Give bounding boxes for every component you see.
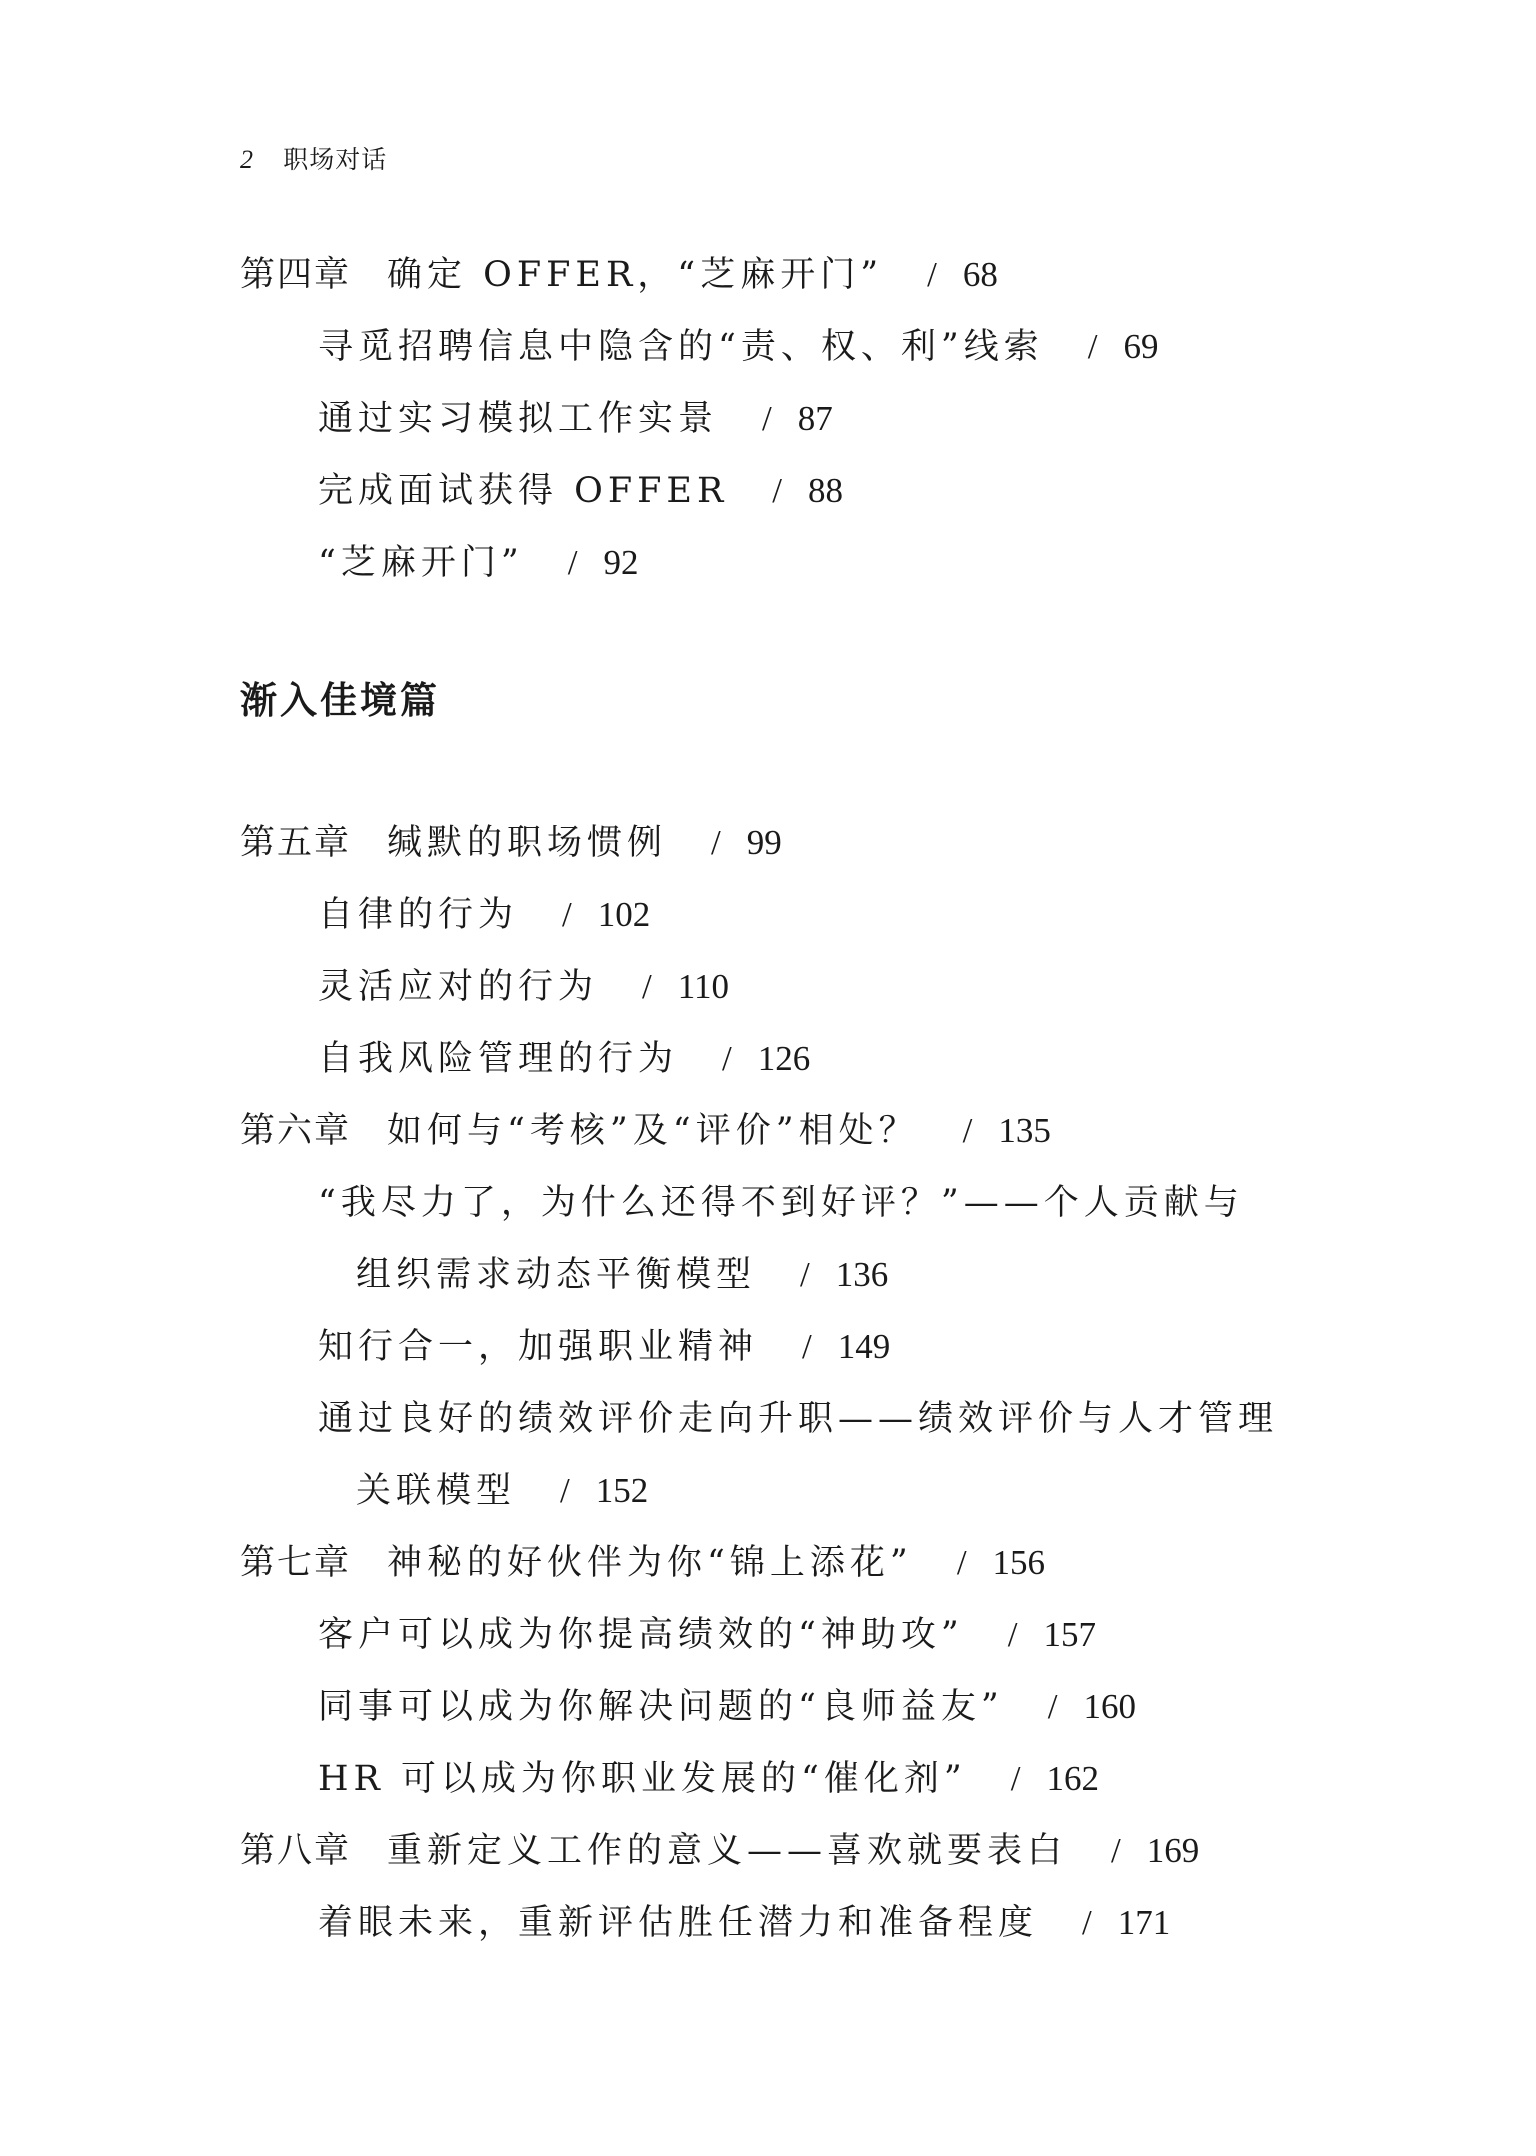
section-title: 同事可以成为你解决问题的“良师益友”: [318, 1687, 1004, 1727]
page-ref: 69: [1123, 327, 1159, 366]
page-ref: 68: [962, 255, 998, 294]
page-separator: /: [722, 1039, 732, 1078]
page-separator: /: [1010, 1759, 1021, 1798]
toc-section[interactable]: [318, 319, 1159, 369]
page-header: [240, 140, 387, 176]
chapter-title: 确定 OFFER，“芝麻开门”: [387, 255, 884, 295]
chapter-label: 第四章: [240, 255, 352, 295]
part-title: 渐入佳境篇: [240, 679, 440, 722]
toc-chapter-5[interactable]: [240, 815, 782, 865]
section-title: 通过良好的绩效评价走向升职——绩效评价与人才管理: [318, 1399, 1279, 1439]
page-ref: 169: [1146, 1831, 1200, 1870]
section-title: “我尽力了，为什么还得不到好评？”——个人贡献与: [318, 1183, 1244, 1223]
page-separator: /: [956, 1543, 967, 1582]
toc-section[interactable]: [318, 887, 650, 937]
section-title: 知行合一，加强职业精神: [318, 1327, 759, 1367]
section-title: “芝麻开门”: [318, 543, 524, 583]
toc-chapter-4[interactable]: [240, 247, 998, 297]
chapter-title: 重新定义工作的意义——喜欢就要表白: [387, 1831, 1068, 1871]
section-title: 寻觅招聘信息中隐含的“责、权、利”线索: [318, 327, 1044, 367]
page-separator: /: [1007, 1615, 1018, 1654]
toc-section[interactable]: [318, 959, 729, 1009]
toc-section[interactable]: [318, 1895, 1170, 1945]
page-separator: /: [802, 1327, 812, 1366]
page-ref: 160: [1083, 1687, 1137, 1726]
section-title: 通过实习模拟工作实景: [318, 399, 719, 439]
section-title: 自律的行为: [318, 895, 519, 935]
page-separator: /: [1111, 1831, 1121, 1870]
toc-section-continuation[interactable]: [356, 1463, 648, 1513]
toc-section[interactable]: [318, 1607, 1096, 1657]
section-title: HR 可以成为你职业发展的“催化剂”: [318, 1759, 967, 1799]
running-title: 职场对话: [283, 145, 388, 174]
page-ref: 99: [746, 823, 782, 862]
toc-section[interactable]: [318, 463, 843, 513]
toc-section[interactable]: [318, 1031, 810, 1081]
page-separator: /: [762, 399, 772, 438]
toc-chapter-6[interactable]: [240, 1103, 1051, 1153]
page-ref: 157: [1043, 1615, 1097, 1654]
toc-section[interactable]: [318, 1391, 1278, 1441]
page-ref: 102: [597, 895, 651, 934]
chapter-label: 第五章: [240, 823, 352, 863]
section-title-continued: 组织需求动态平衡模型: [356, 1255, 757, 1295]
page-ref: 162: [1046, 1759, 1100, 1798]
chapter-label: 第七章: [240, 1543, 352, 1583]
page-separator: /: [711, 823, 721, 862]
toc-section[interactable]: [318, 1175, 1244, 1225]
page-ref: 92: [603, 543, 639, 582]
page-separator: /: [642, 967, 652, 1006]
page-ref: 152: [595, 1471, 649, 1510]
page-separator: /: [562, 895, 572, 934]
toc-section-continuation[interactable]: [356, 1247, 888, 1297]
toc-section[interactable]: [318, 1319, 890, 1369]
toc-section[interactable]: [318, 1679, 1136, 1729]
toc-chapter-7[interactable]: [240, 1535, 1045, 1585]
page-separator: /: [772, 471, 783, 510]
page-separator: /: [927, 255, 937, 294]
chapter-label: 第八章: [240, 1831, 352, 1871]
page-number: 2: [240, 145, 254, 174]
page-ref: 171: [1117, 1903, 1171, 1942]
page-separator: /: [560, 1471, 570, 1510]
toc-section[interactable]: [318, 391, 833, 441]
section-title: 完成面试获得 OFFER: [318, 471, 729, 511]
section-title-continued: 关联模型: [356, 1471, 517, 1511]
chapter-label: 第六章: [240, 1111, 352, 1151]
page-ref: 156: [992, 1543, 1046, 1582]
section-title: 客户可以成为你提高绩效的“神助攻”: [318, 1615, 964, 1655]
toc-section[interactable]: [318, 1751, 1099, 1801]
page-separator: /: [800, 1255, 810, 1294]
chapter-title: 神秘的好伙伴为你“锦上添花”: [387, 1543, 913, 1583]
section-title: 着眼未来，重新评估胜任潜力和准备程度: [318, 1903, 1039, 1943]
toc-section[interactable]: [318, 535, 639, 585]
page-separator: /: [962, 1111, 973, 1150]
page-ref: 126: [757, 1039, 811, 1078]
section-title: 自我风险管理的行为: [318, 1039, 679, 1079]
page-separator: /: [1047, 1687, 1058, 1726]
page-ref: 136: [835, 1255, 889, 1294]
page-ref: 87: [797, 399, 833, 438]
page-ref: 88: [808, 471, 844, 510]
page-separator: /: [567, 543, 578, 582]
chapter-title: 如何与“考核”及“评价”相处？: [387, 1111, 919, 1151]
toc-chapter-8[interactable]: [240, 1823, 1199, 1873]
page-ref: 149: [837, 1327, 891, 1366]
page-ref: 135: [998, 1111, 1051, 1150]
section-title: 灵活应对的行为: [318, 967, 599, 1007]
page-separator: /: [1087, 327, 1098, 366]
chapter-title: 缄默的职场惯例: [387, 823, 668, 863]
page-ref: 110: [677, 967, 729, 1006]
page-separator: /: [1082, 1903, 1092, 1942]
